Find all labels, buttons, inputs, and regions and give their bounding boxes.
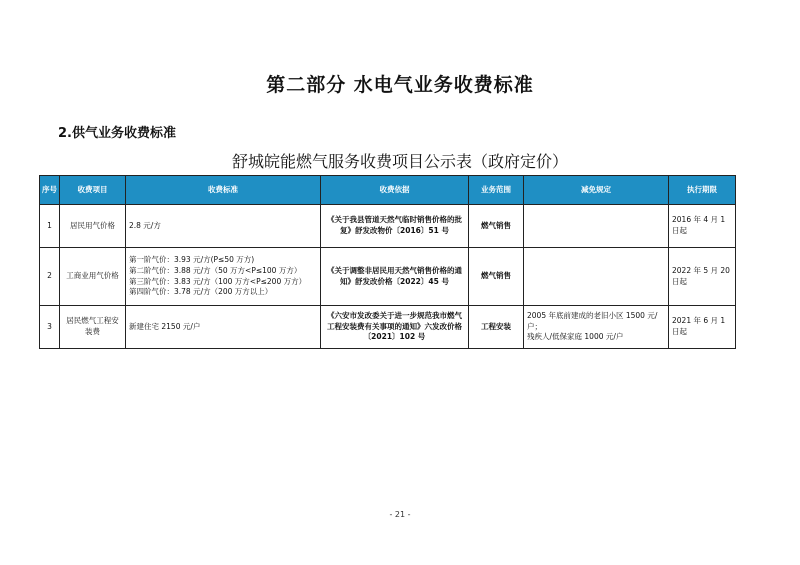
- cell-basis: 《六安市发改委关于进一步规范我市燃气工程安装费有关事项的通知》六发改价格〔2021〕102 号: [321, 306, 469, 349]
- cell-reduction: [524, 205, 669, 248]
- cell-scope: 工程安装: [469, 306, 524, 349]
- cell-no: 3: [40, 306, 60, 349]
- cell-basis: 《关于我县管道天然气临时销售价格的批复》舒发改物价〔2016〕51 号: [321, 205, 469, 248]
- cell-reduction: [524, 306, 669, 349]
- table-row: [40, 248, 736, 306]
- reduction-line: 2005 年底前建成的老旧小区 1500 元/户；: [527, 310, 658, 331]
- standard-line: 新建住宅 2150 元/户: [129, 321, 201, 331]
- cell-standard: [126, 306, 321, 349]
- table-header-row: [40, 176, 736, 205]
- cell-scope: 燃气销售: [469, 205, 524, 248]
- page-title: 第二部分 水电气业务收费标准: [266, 74, 534, 96]
- cell-item: 居民燃气工程安装费: [60, 306, 126, 349]
- cell-scope: 燃气销售: [469, 248, 524, 306]
- standard-line: 第四阶气价：3.78 元/方（200 万方以上）: [129, 287, 273, 297]
- header-item: 收费项目: [60, 176, 126, 205]
- header-basis: 收费依据: [321, 176, 469, 205]
- cell-item: 工商业用气价格: [60, 248, 126, 306]
- table-row: [40, 205, 736, 248]
- header-no: 序号: [40, 176, 60, 205]
- section-title: 2.供气业务收费标准: [58, 126, 176, 141]
- cell-date: 2016 年 4 月 1 日起: [669, 205, 736, 248]
- standard-line: 第一阶气价：3.93 元/方(P≤50 万方): [129, 254, 255, 264]
- reduction-line: 残疾人/低保家庭 1000 元/户: [527, 332, 624, 342]
- header-scope: 业务范围: [469, 176, 524, 205]
- cell-item: 居民用气价格: [60, 205, 126, 248]
- table-row: [40, 306, 736, 349]
- header-date: 执行期限: [669, 176, 736, 205]
- cell-date: 2022 年 5 月 20 日起: [669, 248, 736, 306]
- cell-reduction: [524, 248, 669, 306]
- cell-no: 2: [40, 248, 60, 306]
- standard-line: 第三阶气价：3.83 元/方（100 万方<P≤200 万方）: [129, 276, 307, 286]
- fee-table: [39, 175, 736, 349]
- header-standard: 收费标准: [126, 176, 321, 205]
- cell-standard: [126, 248, 321, 306]
- cell-standard: [126, 205, 321, 248]
- page-number: - 21 -: [389, 510, 411, 519]
- standard-line: 第二阶气价：3.88 元/方（50 万方<P≤100 万方）: [129, 265, 302, 275]
- cell-basis: 《关于调整非居民用天然气销售价格的通知》舒发改价格〔2022〕45 号: [321, 248, 469, 306]
- cell-date: 2021 年 6 月 1 日起: [669, 306, 736, 349]
- table-title: 舒城皖能燃气服务收费项目公示表（政府定价）: [231, 152, 568, 171]
- cell-no: 1: [40, 205, 60, 248]
- standard-line: 2.8 元/方: [129, 220, 161, 230]
- header-reduction: 减免规定: [524, 176, 669, 205]
